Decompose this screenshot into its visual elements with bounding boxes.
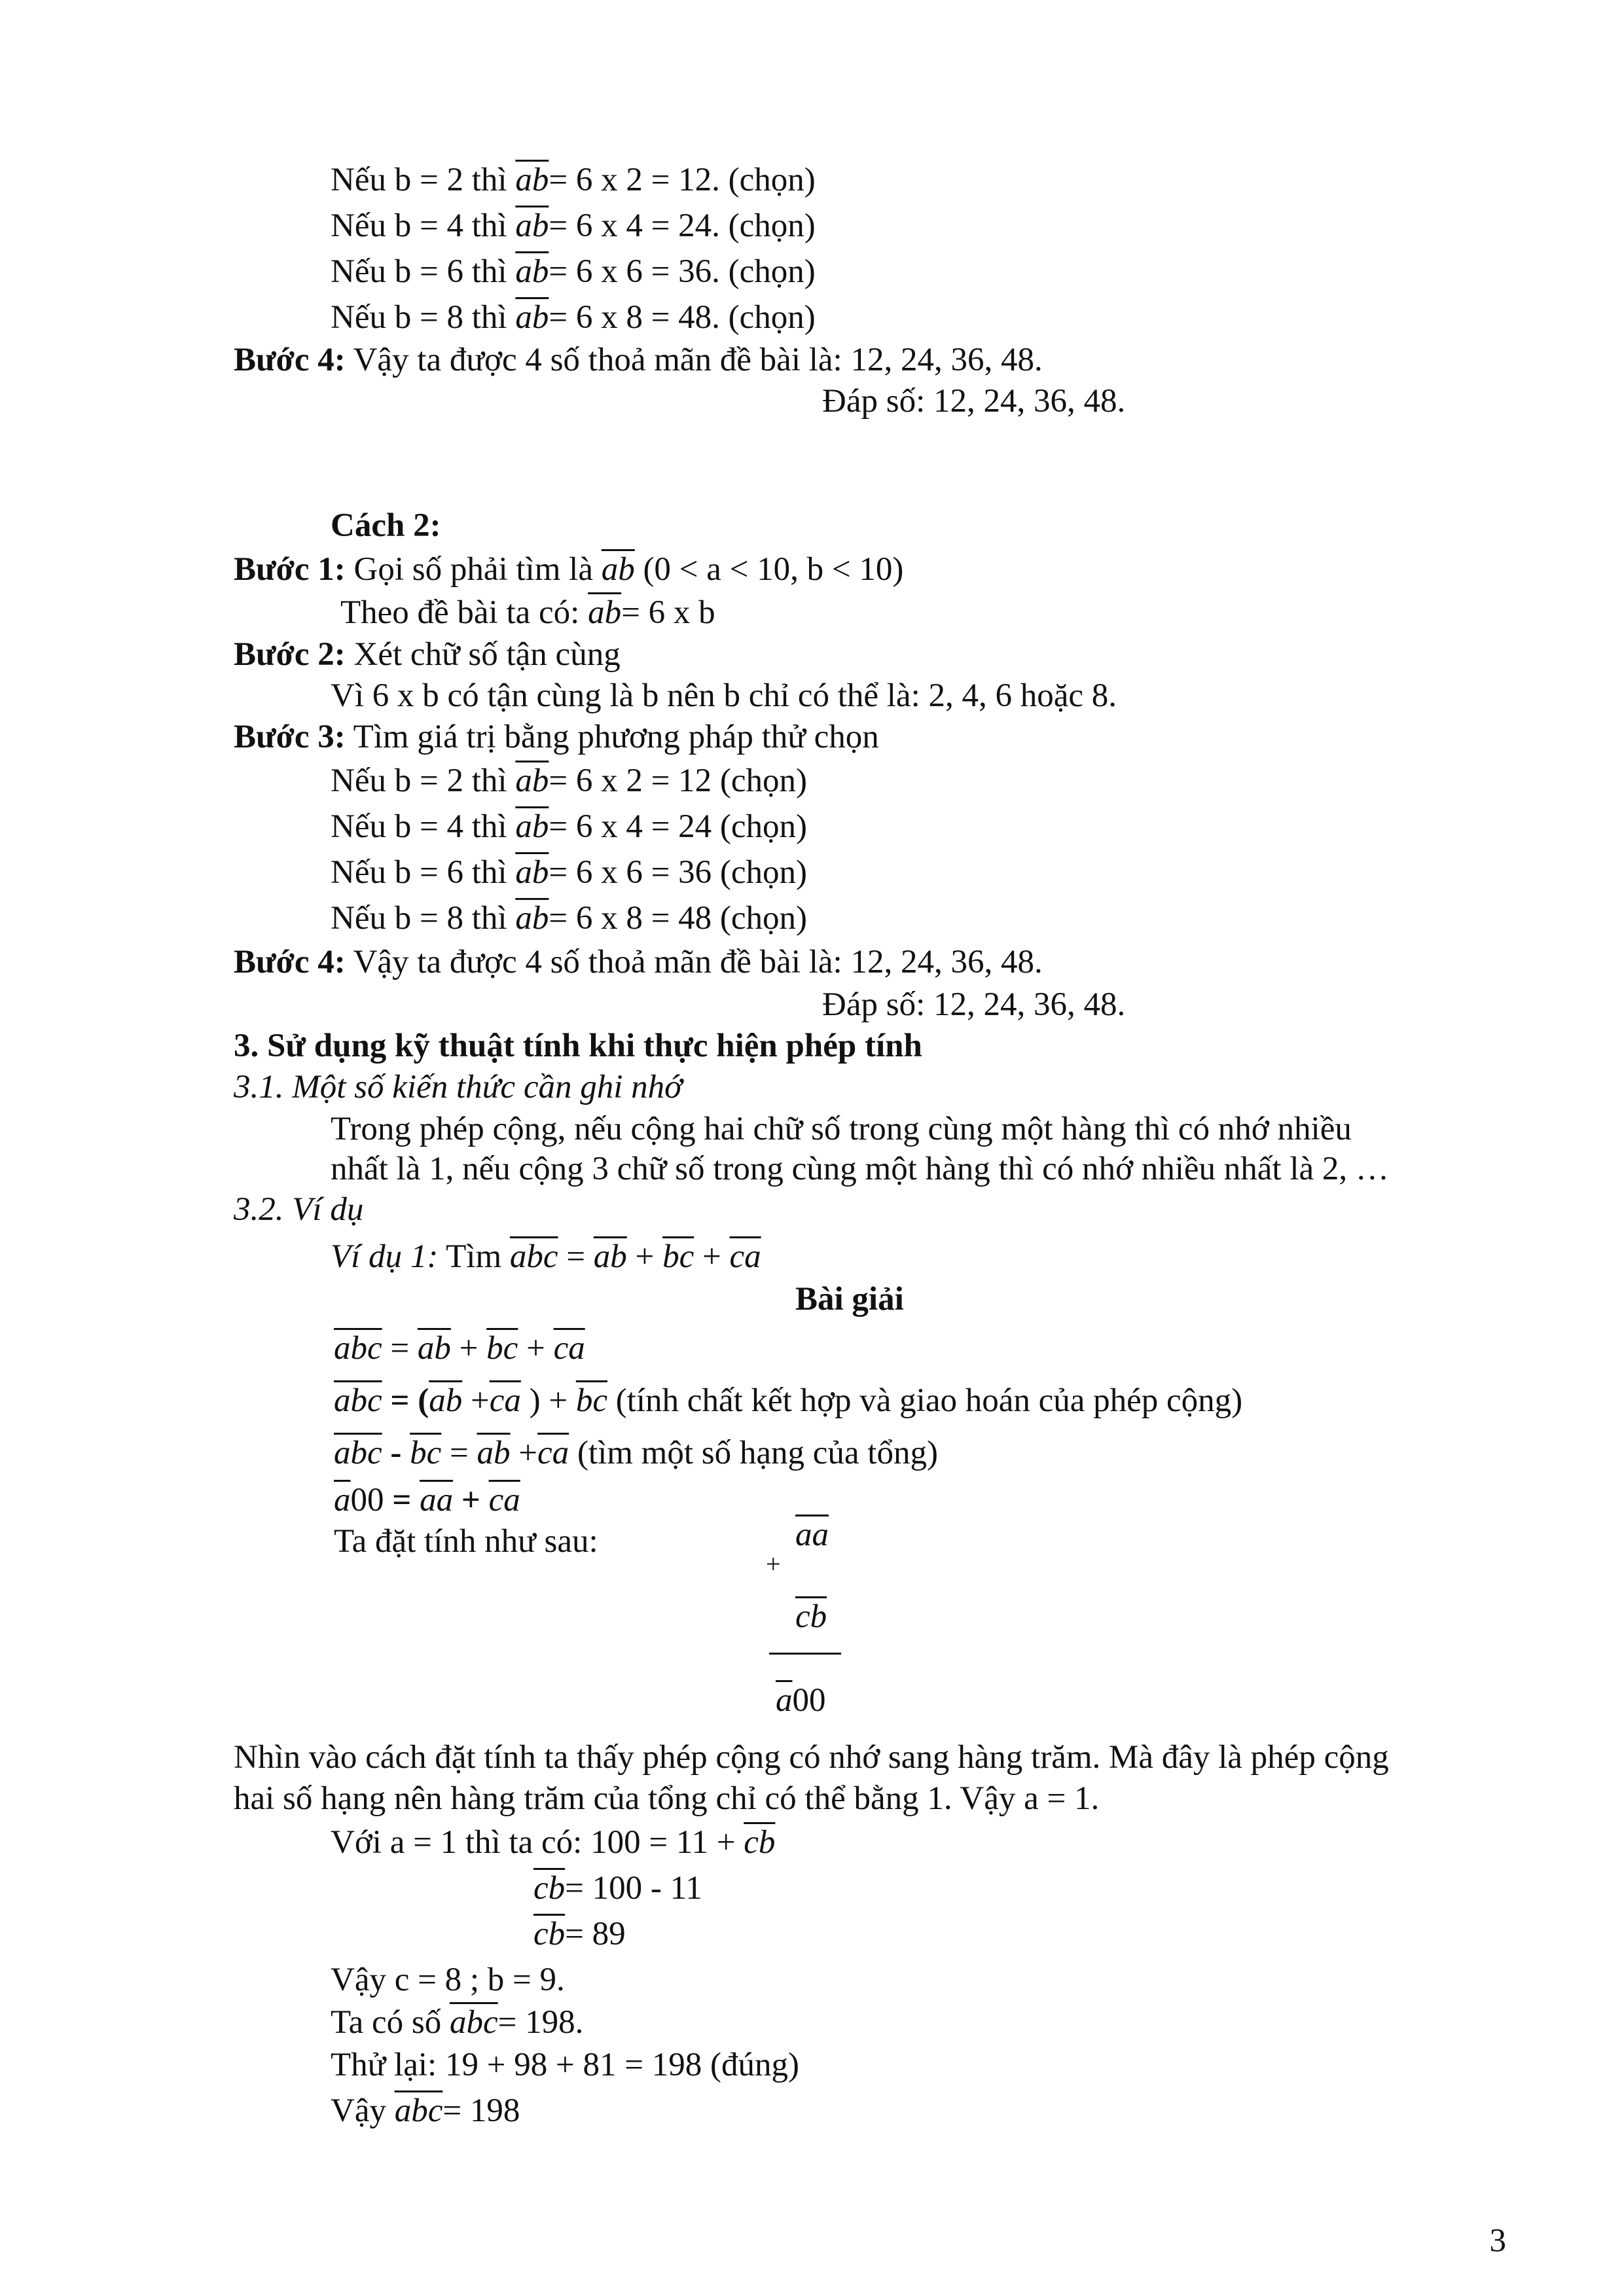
eq-line-2: $\overline{abc} = (\overline{ab} +\overline{ca}$ ) + $\overline{bc}$ (tính chất kết hợp và giao hoán của phép cộng) — [334, 1382, 1243, 1419]
section3-heading: 3. Sử dụng kỹ thuật tính khi thực hiện phép tính — [234, 1028, 922, 1064]
example1-line: Ví dụ 1: Tìm $\overline{abc} = \overline{ab} + \overline{bc} + \overline{ca}$ — [331, 1238, 761, 1275]
section3-sub2: 3.2. Ví dụ — [234, 1191, 364, 1228]
observation-1: Nhìn vào cách đặt tính ta thấy phép cộng có nhớ sang hàng trăm. Mà đây là phép cộng — [234, 1739, 1389, 1776]
eq-line-4: $\overline{a}00 = \overline{aa} + \overline{ca}$ — [334, 1482, 520, 1518]
check-line: Thử lại: 19 + 98 + 81 = 198 (đúng) — [331, 2047, 799, 2083]
m2-trial-3: Nếu b = 6 thì $\overline{ab}= 6$ x 6 = 36 (chọn) — [331, 854, 807, 891]
so-cb-line: Vậy c = 8 ; b = 9. — [331, 1962, 565, 1998]
column-addend-1: $\overline{aa}$ — [795, 1516, 829, 1553]
eq-line-1: $\overline{abc} = \overline{ab} + \overline{bc} + \overline{ca}$ — [334, 1330, 585, 1367]
final-line: Vậy $\overline{abc}= 198$ — [331, 2092, 520, 2129]
column-addend-2: $\overline{cb}$ — [795, 1598, 827, 1635]
m2-trial-2: Nếu b = 4 thì $\overline{ab}= 6$ x 4 = 24 (chọn) — [331, 808, 807, 845]
column-rule — [769, 1653, 841, 1655]
method2-title: Cách 2: — [331, 507, 441, 544]
column-sum: $\overline{a}00$ — [776, 1682, 826, 1719]
m2-trial-1: Nếu b = 2 thì $\overline{ab}= 6$ x 2 = 12 (chọn) — [331, 762, 807, 799]
m2-trial-4: Nếu b = 8 thì $\overline{ab}= 6$ x 8 = 48 (chọn) — [331, 900, 807, 937]
trial-line-1: Nếu b = 2 thì $\overline{ab}= 6$ x 2 = 12. (chọn) — [331, 162, 816, 198]
m2-step4: Bước 4: Vậy ta được 4 số thoả mãn đề bài là: 12, 24, 36, 48. — [234, 944, 1043, 980]
solution-title: Bài giải — [795, 1281, 904, 1318]
with-a-line: Với a = 1 thì ta có: $100 = 11 + \overline{cb}$ — [331, 1824, 776, 1861]
observation-2: hai số hạng nên hàng trăm của tổng chỉ có thể bằng 1. Vậy a = 1. — [234, 1780, 1100, 1817]
m2-step2-detail: Vì 6 x b có tận cùng là b nên b chỉ có thể là: 2, 4, 6 hoặc 8. — [331, 677, 1117, 714]
eq-line-3: $\overline{abc} - \overline{bc} = \overline{ab} +\overline{ca}$ (tìm một số hạng của tổng) — [334, 1435, 938, 1471]
trial-line-3: Nếu b = 6 thì $\overline{ab}= 6$ x 6 = 36. (chọn) — [331, 253, 816, 290]
m2-step2: Bước 2: Xét chữ số tận cùng — [234, 636, 621, 673]
setup-text: Ta đặt tính như sau: — [334, 1523, 598, 1560]
have-number-line: Ta có số $\overline{abc}= 198$. — [331, 2004, 584, 2041]
trial-line-2: Nếu b = 4 thì $\overline{ab}= 6$ x 4 = 24. (chọn) — [331, 207, 816, 244]
cb-eq-2: $\overline{cb}= 89$ — [533, 1916, 626, 1952]
m2-step1: Bước 1: Gọi số phải tìm là $\overline{ab}$ (0 < a < 10, b < 10) — [234, 551, 904, 588]
m2-step3: Bước 3: Tìm giá trị bằng phương pháp thử chọn — [234, 719, 879, 755]
cb-eq-1: $\overline{cb}= 100 - 11$ — [533, 1870, 702, 1907]
section3-para2: nhất là 1, nếu cộng 3 chữ số trong cùng một hàng thì có nhớ nhiều nhất là 2, … — [331, 1151, 1389, 1187]
answer-line: Đáp số: 12, 24, 36, 48. — [822, 383, 1126, 420]
section3-sub1: 3.1. Một số kiến thức cần ghi nhớ — [234, 1069, 683, 1105]
m2-given: Theo đề bài ta có: $\overline{ab}= 6$ x b — [340, 594, 715, 631]
page-number: 3 — [1489, 2223, 1506, 2259]
column-plus: + — [766, 1549, 781, 1579]
section3-para1: Trong phép cộng, nếu cộng hai chữ số trong cùng một hàng thì có nhớ nhiều — [331, 1111, 1352, 1147]
trial-line-4: Nếu b = 8 thì $\overline{ab}= 6$ x 8 = 48. (chọn) — [331, 299, 816, 336]
step4-line: Bước 4: Vậy ta được 4 số thoả mãn đề bài là: 12, 24, 36, 48. — [234, 342, 1043, 378]
m2-answer: Đáp số: 12, 24, 36, 48. — [822, 986, 1126, 1023]
